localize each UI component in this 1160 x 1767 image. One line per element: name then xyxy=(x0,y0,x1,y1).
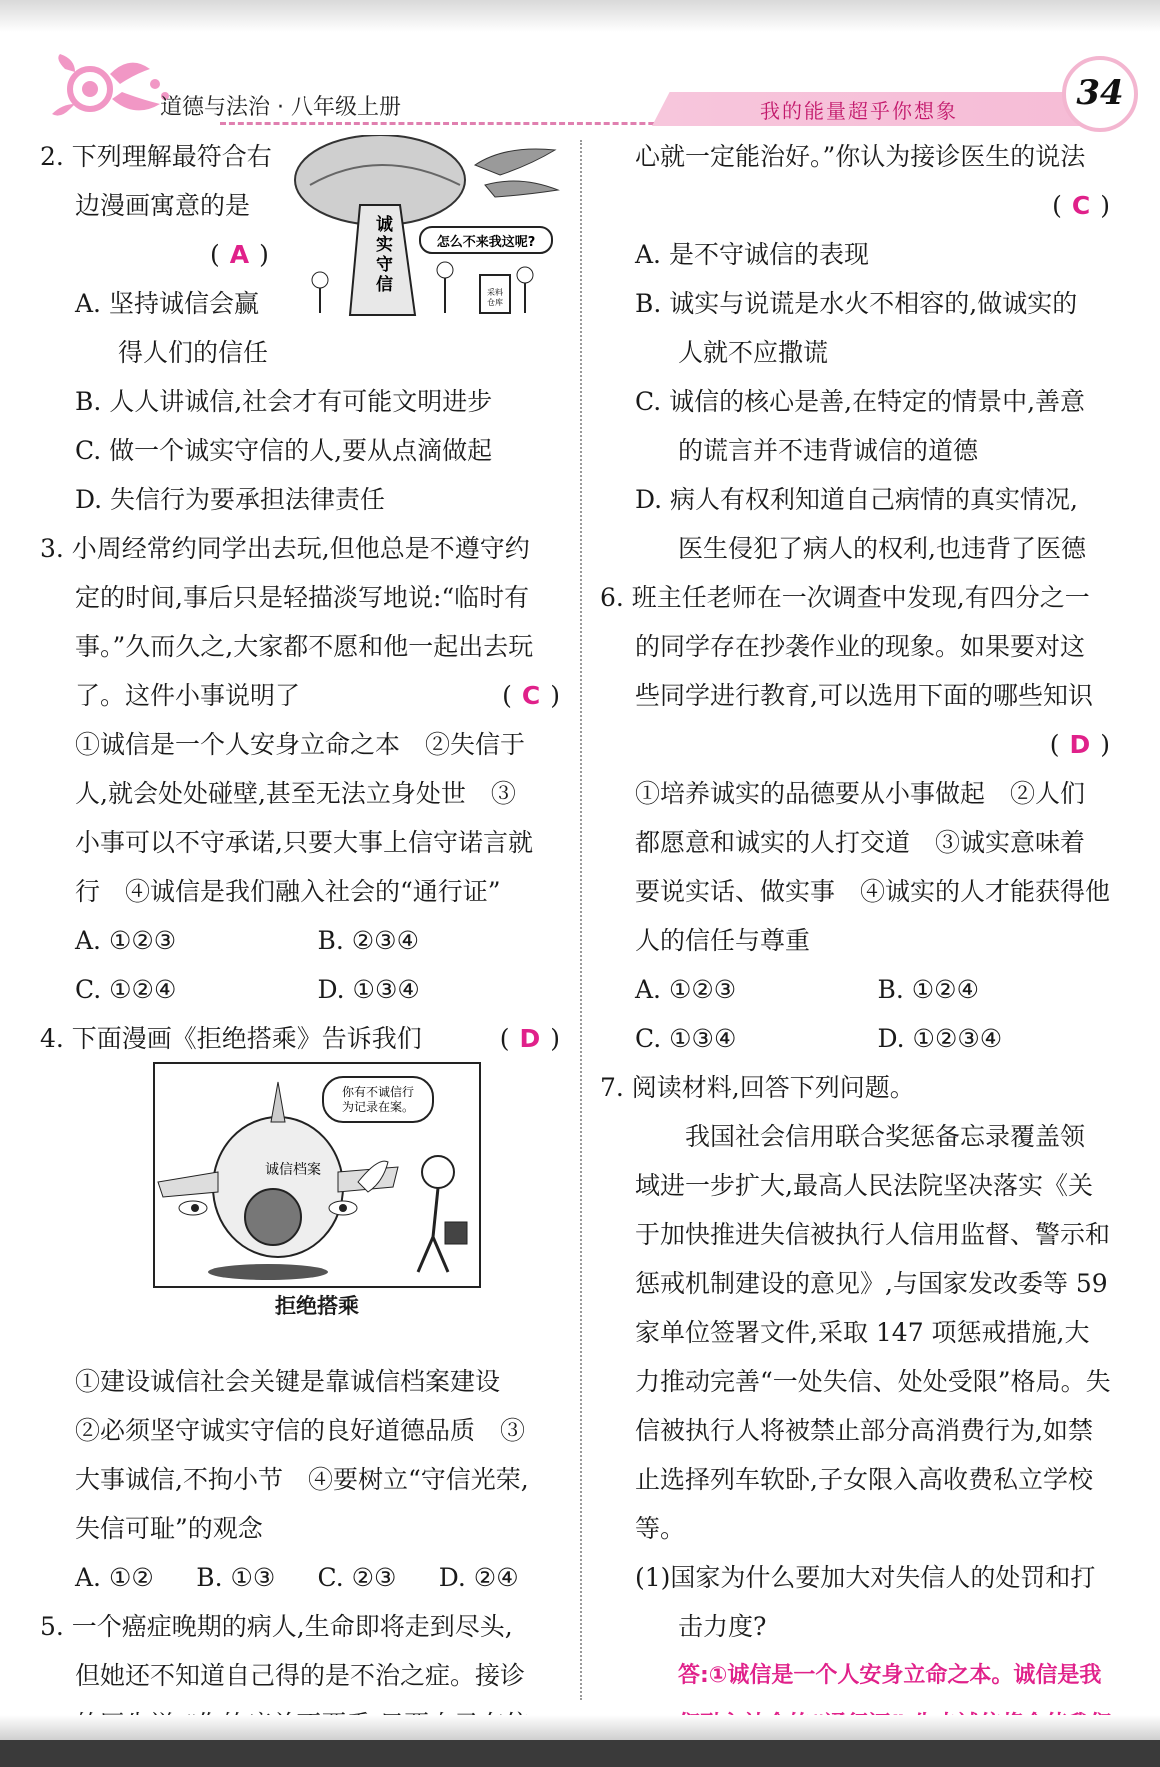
q3-options-row xyxy=(40,916,560,965)
q3-answer-paren: ( C ) xyxy=(502,681,560,710)
q2-line: 2. 下列理解最符合右 xyxy=(40,142,272,171)
q7-material: 域进一步扩大,最高人民法院坚决落实《关 xyxy=(635,1171,1093,1200)
q3-line: 定的时间,事后只是轻描淡写地说:“临时有 xyxy=(75,583,530,612)
q6-item: ①培养诚实的品德要从小事做起 ②人们 xyxy=(635,779,1086,808)
q2-line: 边漫画寓意的是 xyxy=(75,191,251,220)
bottom-edge-shadow xyxy=(0,1715,1160,1740)
q3-option: B. ②③④ xyxy=(317,926,420,955)
cartoon-caption: 拒绝搭乘 xyxy=(275,1294,359,1318)
q6-item: 人的信任与尊重 xyxy=(635,926,811,955)
q3-stem-end xyxy=(40,671,560,720)
q3-line: 了。这件小事说明了 xyxy=(75,681,301,710)
q5-answer-row: ( C ) xyxy=(1052,191,1110,220)
plane-archive-label: 诚信档案 xyxy=(265,1162,321,1178)
q6-item: 要说实话、做实事 ④诚实的人才能获得他 xyxy=(635,877,1111,906)
q4-stem xyxy=(40,1014,560,1063)
q4-option: D. ②④ xyxy=(438,1563,519,1592)
plane-bubble-text: 你有不诚信行为记录在案。 xyxy=(341,1085,415,1114)
q5-option-b: B. 诚实与说谎是水火不相容的,做诚实的 xyxy=(635,289,1078,318)
q7-material: 力推动完善“一处失信、处处受限”格局。失 xyxy=(635,1367,1111,1396)
q5-option-b-cont: 人就不应撒谎 xyxy=(678,338,829,367)
q5-option-a: A. 是不守诚信的表现 xyxy=(635,240,869,269)
q6-line: 6. 班主任老师在一次调查中发现,有四分之一 xyxy=(600,583,1090,612)
q7-answer-text: 答:①诚信是一个人安身立命之本。诚信是我 xyxy=(678,1663,1102,1688)
q4-answer: D xyxy=(519,1024,541,1053)
q3-line: 3. 小周经常约同学出去玩,但他总是不遵守约 xyxy=(40,534,530,563)
q3-item: 行 ④诚信是我们融入社会的“通行证” xyxy=(75,877,501,906)
q4-option: A. ①② xyxy=(75,1563,154,1592)
q4-answer-paren: ( D ) xyxy=(499,1024,560,1053)
page-number: 34 xyxy=(1062,56,1138,132)
q5-option-d: D. 病人有权利知道自己病情的真实情况, xyxy=(635,485,1078,514)
q2-option-b: B. 人人讲诚信,社会才有可能文明进步 xyxy=(75,387,493,416)
q3-option: D. ①③④ xyxy=(317,975,420,1004)
q5-option-c-cont: 的谎言并不违背诚信的道德 xyxy=(678,436,979,465)
q5-line: 但她还不知道自己得的是不治之症。接诊 xyxy=(75,1661,526,1690)
column-divider xyxy=(580,140,582,1700)
q4-item: ①建设诚信社会关键是靠诚信档案建设 xyxy=(75,1367,501,1396)
q6-options-row xyxy=(600,965,1120,1014)
q3-option: A. ①②③ xyxy=(75,926,177,955)
header-dashed-line xyxy=(220,122,690,125)
q6-line: 的同学存在抄袭作业的现象。如果要对这 xyxy=(635,632,1086,661)
q6-option: C. ①③④ xyxy=(635,1024,737,1053)
q6-option: B. ①②④ xyxy=(877,975,980,1004)
q7-material: 于加快推进失信被执行人信用监督、警示和 xyxy=(635,1220,1111,1249)
figure-spacer xyxy=(40,1063,560,1357)
q2-option-d: D. 失信行为要承担法律责任 xyxy=(75,485,386,514)
q4-option: C. ②③ xyxy=(317,1563,397,1592)
tree-trunk-text: 诚实守信 xyxy=(376,215,393,295)
q6-line: 些同学进行教育,可以选用下面的哪些知识 xyxy=(635,681,1093,710)
q7-sub-question-cont: 击力度? xyxy=(678,1612,767,1641)
q4-item: 失信可耻”的观念 xyxy=(75,1514,263,1543)
q4-option: B. ①③ xyxy=(196,1563,276,1592)
q5-option-d-cont: 医生侵犯了病人的权利,也违背了医德 xyxy=(678,534,1086,563)
q2-option-a-cont: 得人们的信任 xyxy=(118,338,269,367)
subject-title: 道德与法治 · 八年级上册 xyxy=(160,95,401,120)
q3-item: 小事可以不守承诺,只要大事上信守诺言就 xyxy=(75,828,533,857)
q3-answer: C xyxy=(521,681,541,710)
q7-material: 等。 xyxy=(635,1514,686,1543)
q5-line: 5. 一个癌症晚期的病人,生命即将走到尽头, xyxy=(40,1612,513,1641)
q4-item: 大事诚信,不拘小节 ④要树立“守信光荣, xyxy=(75,1465,529,1494)
slogan-text: 我的能量超乎你想象 xyxy=(760,99,958,123)
q6-options-row xyxy=(600,1014,1120,1063)
top-edge-shadow xyxy=(0,0,1160,32)
q2-option-c: C. 做一个诚实守信的人,要从点滴做起 xyxy=(75,436,493,465)
q7-material: 家单位签署文件,采取 147 项惩戒措施,大 xyxy=(635,1318,1090,1347)
right-column xyxy=(600,132,1120,1749)
q4-options-row xyxy=(40,1553,560,1602)
q3-item: ①诚信是一个人安身立命之本 ②失信于 xyxy=(75,730,526,759)
left-column xyxy=(40,132,560,1749)
q7-material: 我国社会信用联合奖惩备忘录覆盖领 xyxy=(635,1122,1086,1151)
q7-material: 惩戒机制建设的意见》,与国家发改委等 59 xyxy=(635,1269,1108,1298)
q4-item: ②必须坚守诚实守信的良好道德品质 ③ xyxy=(75,1416,526,1445)
q6-option: D. ①②③④ xyxy=(877,1024,1003,1053)
q3-option: C. ①②④ xyxy=(75,975,177,1004)
q6-answer-row: ( D ) xyxy=(1049,730,1110,759)
q3-item: 人,就会处处碰壁,甚至无法立身处世 ③ xyxy=(75,779,516,808)
q2-answer: A xyxy=(229,240,250,269)
q4-line: 4. 下面漫画《拒绝搭乘》告诉我们 xyxy=(40,1024,422,1053)
q5-line: 心就一定能治好。”你认为接诊医生的说法 xyxy=(635,142,1086,171)
q6-item: 都愿意和诚实的人打交道 ③诚实意味着 xyxy=(635,828,1086,857)
q5-answer: C xyxy=(1071,191,1091,220)
q7-material: 止选择列车软卧,子女限入高收费私立学校 xyxy=(635,1465,1093,1494)
q7-material: 信被执行人将被禁止部分高消费行为,如禁 xyxy=(635,1416,1093,1445)
storage-box-label: 采料仓库 xyxy=(487,288,503,307)
q2-answer-row: ( A ) xyxy=(210,240,269,269)
q7-line: 7. 阅读材料,回答下列问题。 xyxy=(600,1073,915,1102)
q3-line: 事。”久而久之,大家都不愿和他一起出去玩 xyxy=(75,632,534,661)
q6-answer: D xyxy=(1069,730,1091,759)
q7-sub-question: (1)国家为什么要加大对失信人的处罚和打 xyxy=(635,1563,1096,1592)
q5-option-c: C. 诚信的核心是善,在特定的情景中,善意 xyxy=(635,387,1086,416)
q3-options-row xyxy=(40,965,560,1014)
q2-option-a: A. 坚持诚信会赢 xyxy=(75,289,259,318)
page-header xyxy=(40,50,1124,130)
q6-option: A. ①②③ xyxy=(635,975,737,1004)
tree-bubble-text: 怎么不来我这呢? xyxy=(436,235,536,250)
